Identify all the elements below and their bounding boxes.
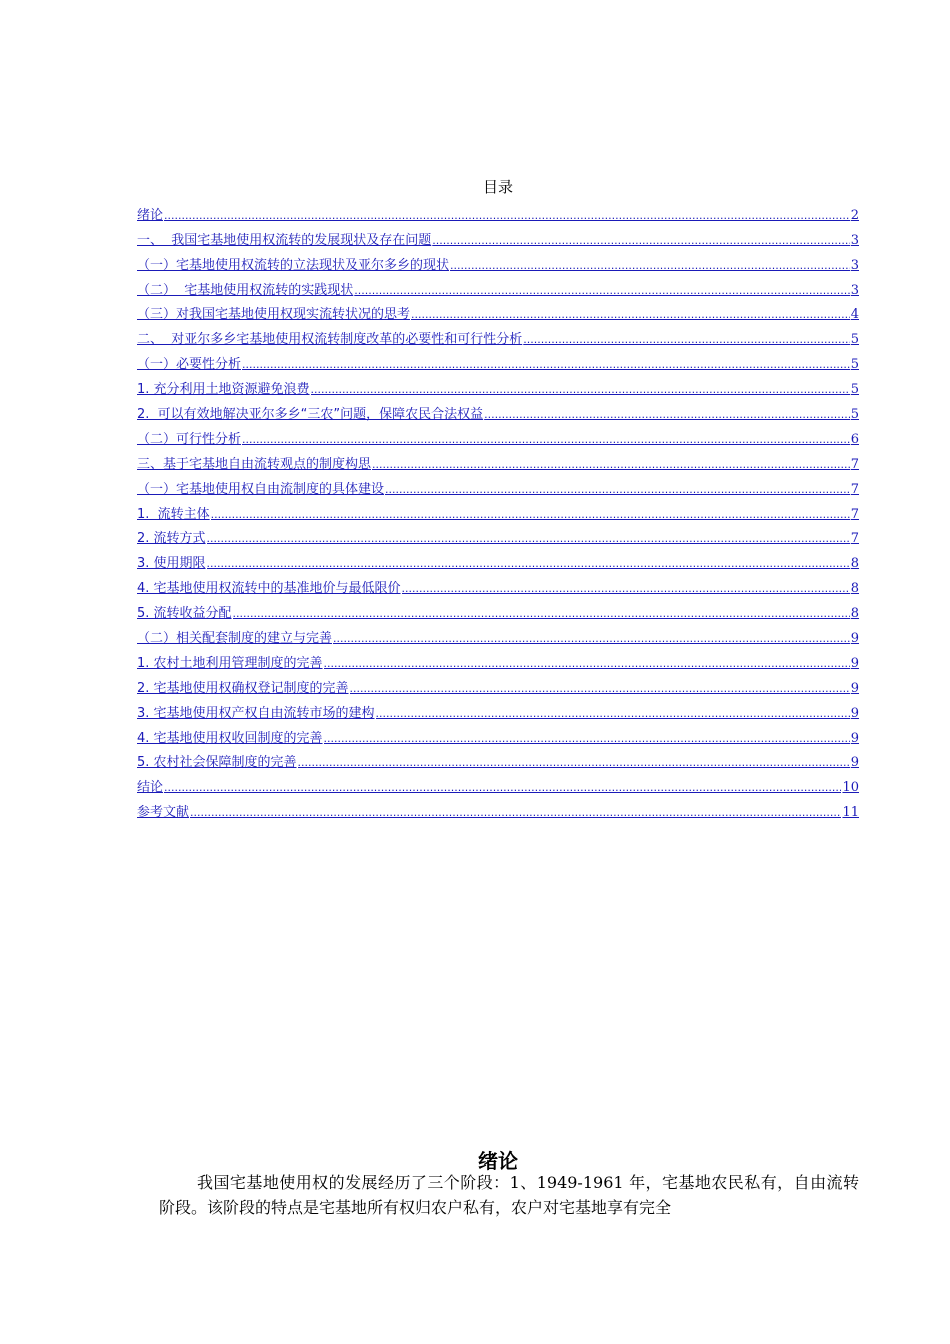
toc-entry[interactable] — [137, 673, 859, 698]
toc-entry-page: 8 — [850, 606, 859, 622]
toc-entry[interactable] — [137, 374, 859, 399]
toc-dot-leader — [354, 283, 849, 298]
toc-entry-label: 3. 宅基地使用权产权自由流转市场的建构 — [137, 705, 375, 721]
toc-entry-label: 3. 使用期限 — [137, 556, 206, 572]
toc-entry-label: （二） 宅基地使用权流转的实践现状 — [137, 282, 354, 298]
toc-entry[interactable] — [137, 623, 859, 648]
toc-dot-leader — [333, 631, 850, 646]
toc-entry[interactable] — [137, 648, 859, 673]
toc-entry-page: 5 — [850, 407, 859, 423]
toc-entry-label: （二）相关配套制度的建立与完善 — [137, 631, 333, 647]
toc-dot-leader — [233, 606, 850, 621]
toc-entry[interactable] — [137, 772, 859, 797]
toc-entry-page: 4 — [850, 307, 859, 323]
toc-entry-page: 2 — [850, 207, 859, 223]
toc-dot-leader — [207, 531, 850, 546]
toc-dot-leader — [385, 482, 850, 497]
toc-entry-label: （一）必要性分析 — [137, 357, 242, 373]
toc-dot-leader — [311, 382, 850, 397]
toc-dot-leader — [372, 457, 850, 472]
toc-dot-leader — [484, 407, 850, 422]
toc-entry-page: 9 — [850, 705, 859, 721]
toc-entry-page: 7 — [850, 481, 859, 497]
toc-dot-leader — [190, 805, 841, 820]
toc-title: 目录 — [482, 178, 513, 196]
intro-paragraph: 我国宅基地使用权的发展经历了三个阶段：1、1949-1961 年，宅基地农民私有，自由流转阶段。该阶段的特点是宅基地所有权归农户私有，农户对宅基地享有完全 — [159, 1173, 859, 1217]
toc-entry-label: （二）可行性分析 — [137, 431, 242, 447]
toc-entry[interactable] — [137, 548, 859, 573]
toc-entry-label: 2. 可以有效地解决亚尔多乡“三农”问题，保障农民合法权益 — [137, 407, 484, 423]
toc-entry-page: 3 — [850, 257, 859, 273]
body-text — [159, 1170, 859, 1220]
toc-entry[interactable] — [137, 200, 859, 225]
toc-entry-page: 9 — [850, 730, 859, 746]
toc-entry-page: 11 — [842, 805, 859, 821]
table-of-contents — [137, 200, 859, 822]
toc-dot-leader — [207, 556, 850, 571]
toc-entry-label: （三）对我国宅基地使用权现实流转状况的思考 — [137, 307, 411, 323]
toc-entry-label: 5. 农村社会保障制度的完善 — [137, 755, 297, 771]
toc-entry-label: 2. 流转方式 — [137, 531, 206, 547]
toc-entry[interactable] — [137, 300, 859, 325]
toc-entry-page: 9 — [850, 655, 859, 671]
toc-entry-label: 二、 对亚尔多乡宅基地使用权流转制度改革的必要性和可行性分析 — [137, 332, 523, 348]
toc-entry[interactable] — [137, 424, 859, 449]
toc-entry[interactable] — [137, 598, 859, 623]
toc-entry-label: 5. 流转收益分配 — [137, 606, 232, 622]
toc-dot-leader — [350, 681, 850, 696]
toc-dot-leader — [402, 581, 850, 596]
toc-dot-leader — [242, 432, 850, 447]
toc-dot-leader — [376, 706, 850, 721]
toc-entry-label: 三、基于宅基地自由流转观点的制度构思 — [137, 456, 372, 472]
toc-entry-label: （一）宅基地使用权流转的立法现状及亚尔多乡的现状 — [137, 257, 450, 273]
toc-dot-leader — [211, 507, 850, 522]
toc-entry-page: 7 — [850, 456, 859, 472]
toc-entry-page: 10 — [842, 780, 859, 796]
toc-entry-label: 1. 流转主体 — [137, 506, 210, 522]
toc-dot-leader — [432, 233, 849, 248]
toc-dot-leader — [450, 258, 850, 273]
toc-entry[interactable] — [137, 449, 859, 474]
toc-entry-page: 7 — [850, 531, 859, 547]
section-heading: 绪论 — [478, 1149, 518, 1173]
toc-dot-leader — [324, 656, 850, 671]
toc-entry[interactable] — [137, 698, 859, 723]
toc-entry-label: 2. 宅基地使用权确权登记制度的完善 — [137, 680, 349, 696]
toc-dot-leader — [324, 731, 850, 746]
toc-entry-label: （一）宅基地使用权自由流制度的具体建设 — [137, 481, 385, 497]
toc-entry[interactable] — [137, 797, 859, 822]
toc-entry-page: 6 — [850, 431, 859, 447]
toc-entry-label: 绪论 — [137, 207, 164, 223]
toc-entry-page: 5 — [850, 357, 859, 373]
toc-entry[interactable] — [137, 474, 859, 499]
toc-entry-page: 5 — [850, 382, 859, 398]
toc-entry[interactable] — [137, 499, 859, 524]
toc-entry-label: 1. 农村土地利用管理制度的完善 — [137, 655, 323, 671]
toc-entry[interactable] — [137, 275, 859, 300]
toc-entry-label: 1. 充分利用土地资源避免浪费 — [137, 382, 310, 398]
toc-entry-page: 8 — [850, 581, 859, 597]
toc-entry-page: 9 — [850, 680, 859, 696]
toc-dot-leader — [411, 307, 850, 322]
toc-entry[interactable] — [137, 524, 859, 549]
toc-entry-page: 3 — [850, 282, 859, 298]
toc-entry-page: 9 — [850, 631, 859, 647]
toc-entry[interactable] — [137, 573, 859, 598]
toc-entry[interactable] — [137, 399, 859, 424]
toc-entry[interactable] — [137, 324, 859, 349]
toc-entry-label: 4. 宅基地使用权收回制度的完善 — [137, 730, 323, 746]
toc-entry-page: 8 — [850, 556, 859, 572]
toc-entry[interactable] — [137, 349, 859, 374]
toc-entry[interactable] — [137, 748, 859, 773]
toc-entry[interactable] — [137, 225, 859, 250]
toc-entry-page: 7 — [850, 506, 859, 522]
toc-entry-page: 9 — [850, 755, 859, 771]
toc-entry-page: 5 — [850, 332, 859, 348]
toc-entry[interactable] — [137, 723, 859, 748]
toc-dot-leader — [298, 755, 850, 770]
toc-dot-leader — [164, 208, 850, 223]
toc-entry[interactable] — [137, 250, 859, 275]
toc-entry-label: 4. 宅基地使用权流转中的基准地价与最低限价 — [137, 581, 401, 597]
toc-dot-leader — [523, 332, 849, 347]
toc-dot-leader — [164, 780, 841, 795]
toc-entry-label: 参考文献 — [137, 805, 190, 821]
toc-entry-label: 一、 我国宅基地使用权流转的发展现状及存在问题 — [137, 232, 432, 248]
toc-dot-leader — [242, 357, 850, 372]
toc-entry-page: 3 — [850, 232, 859, 248]
toc-entry-label: 结论 — [137, 780, 164, 796]
